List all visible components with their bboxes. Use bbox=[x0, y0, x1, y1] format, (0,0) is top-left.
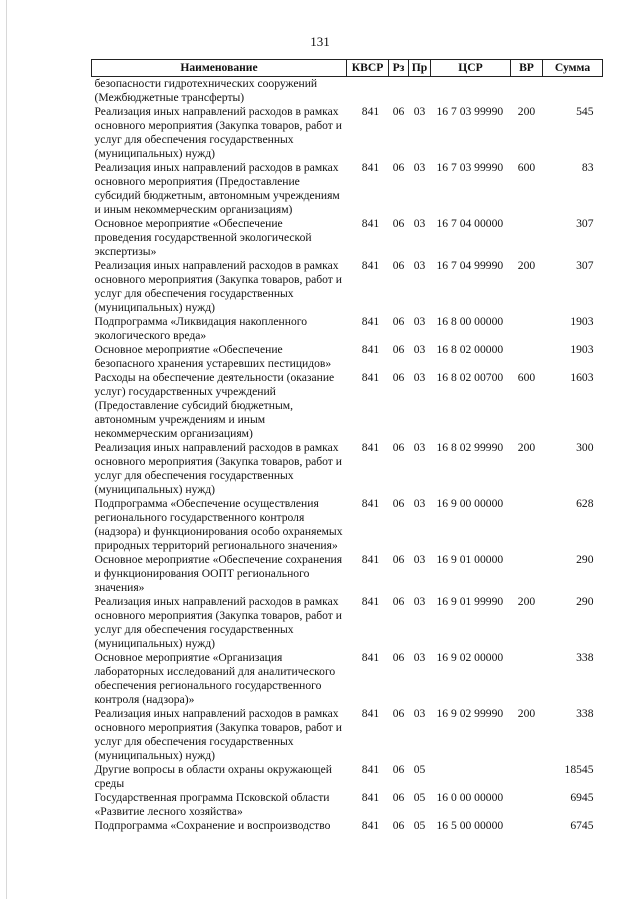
cell-name: Основное мероприятие «Обеспечение проведения государственной экологической экспертизы» bbox=[94, 217, 312, 258]
table-row bbox=[92, 161, 603, 217]
cell-vr: 600 bbox=[517, 371, 536, 384]
cell-csr: 16 8 02 99990 bbox=[436, 441, 504, 454]
cell-csr: 16 7 03 99990 bbox=[436, 105, 504, 118]
cell-pr: 03 bbox=[413, 707, 426, 720]
table-row bbox=[92, 819, 603, 833]
header-pr: Пр bbox=[409, 60, 431, 77]
cell-csr: 16 7 03 99990 bbox=[436, 161, 504, 174]
cell-kvsr: 841 bbox=[361, 441, 380, 454]
cell-sum: 1603 bbox=[570, 371, 594, 384]
cell-sum bbox=[543, 77, 603, 106]
cell-rz: 06 bbox=[392, 217, 405, 230]
cell-name: Государственная программа Псковской области «Развитие лесного хозяйства» bbox=[94, 791, 330, 818]
cell-name: Основное мероприятие «Организация лабораторных исследований для аналитического обеспечения регионального государственного контроля (надзора)» bbox=[94, 651, 336, 706]
cell-csr: 16 8 02 00700 bbox=[436, 371, 504, 384]
table-row bbox=[92, 105, 603, 161]
cell-name: Расходы на обеспечение деятельности (оказание услуг) государственных учреждений (Предоставление субсидий бюджетным, автономным учреждениям и иным некоммерческим организациям) bbox=[94, 371, 335, 440]
cell-sum: 307 bbox=[576, 217, 594, 230]
cell-kvsr: 841 bbox=[361, 259, 380, 272]
cell-rz: 06 bbox=[392, 819, 405, 832]
cell-rz: 06 bbox=[392, 161, 405, 174]
table-row bbox=[92, 343, 603, 371]
cell-pr: 03 bbox=[413, 343, 426, 356]
cell-kvsr: 841 bbox=[361, 371, 380, 384]
cell-sum: 1903 bbox=[570, 315, 594, 328]
header-vr: ВР bbox=[511, 60, 543, 77]
cell-vr bbox=[511, 651, 543, 707]
cell-pr: 03 bbox=[413, 371, 426, 384]
cell-csr: 16 9 02 00000 bbox=[436, 651, 504, 664]
cell-pr: 03 bbox=[413, 497, 426, 510]
cell-pr: 03 bbox=[413, 259, 426, 272]
cell-vr bbox=[511, 343, 543, 371]
cell-vr bbox=[511, 77, 543, 106]
cell-kvsr: 841 bbox=[361, 595, 380, 608]
cell-pr: 05 bbox=[413, 791, 426, 804]
cell-rz: 06 bbox=[392, 553, 405, 566]
cell-rz: 06 bbox=[392, 343, 405, 356]
table-row bbox=[92, 315, 603, 343]
table-body bbox=[92, 77, 603, 834]
cell-csr: 16 9 01 00000 bbox=[436, 553, 504, 566]
header-rz: Рз bbox=[389, 60, 409, 77]
cell-name: Подпрограмма «Обеспечение осуществления регионального государственного контроля (надзора) и функционирования особо охраняемых природных территорий регионального значения» bbox=[94, 497, 343, 552]
cell-rz bbox=[389, 77, 409, 106]
cell-sum: 545 bbox=[576, 105, 594, 118]
cell-csr: 16 0 00 00000 bbox=[436, 791, 504, 804]
cell-csr: 16 8 02 00000 bbox=[436, 343, 504, 356]
cell-name: Основное мероприятие «Обеспечение сохранения и функционирования ООПТ регионального значения» bbox=[94, 553, 343, 594]
table-row bbox=[92, 791, 603, 819]
cell-sum: 628 bbox=[576, 497, 594, 510]
cell-kvsr: 841 bbox=[361, 315, 380, 328]
cell-csr: 16 9 00 00000 bbox=[436, 497, 504, 510]
cell-rz: 06 bbox=[392, 651, 405, 664]
table-row bbox=[92, 497, 603, 553]
cell-pr: 03 bbox=[413, 441, 426, 454]
cell-sum: 6745 bbox=[570, 819, 594, 832]
cell-kvsr: 841 bbox=[361, 497, 380, 510]
cell-kvsr: 841 bbox=[361, 217, 380, 230]
cell-kvsr: 841 bbox=[361, 707, 380, 720]
cell-rz: 06 bbox=[392, 497, 405, 510]
table-row bbox=[92, 371, 603, 441]
cell-sum: 300 bbox=[576, 441, 594, 454]
cell-pr: 03 bbox=[413, 161, 426, 174]
cell-csr: 16 9 01 99990 bbox=[436, 595, 504, 608]
cell-pr: 03 bbox=[413, 217, 426, 230]
table-row bbox=[92, 259, 603, 315]
cell-csr: 16 5 00 00000 bbox=[436, 819, 504, 832]
cell-sum: 338 bbox=[576, 651, 594, 664]
cell-sum: 307 bbox=[576, 259, 594, 272]
cell-name: Подпрограмма «Ликвидация накопленного экологического вреда» bbox=[94, 315, 308, 342]
table-header bbox=[92, 60, 603, 77]
cell-pr bbox=[409, 77, 431, 106]
cell-sum: 290 bbox=[576, 553, 594, 566]
budget-table bbox=[91, 59, 603, 833]
cell-name: Реализация иных направлений расходов в рамках основного мероприятия (Закупка товаров, работ и услуг для обеспечения государственных (муниципальных) нужд) bbox=[94, 707, 342, 762]
cell-csr: 16 8 00 00000 bbox=[436, 315, 504, 328]
scan-edge bbox=[6, 0, 7, 899]
cell-rz: 06 bbox=[392, 441, 405, 454]
cell-vr: 200 bbox=[517, 595, 536, 608]
cell-name: Реализация иных направлений расходов в рамках основного мероприятия (Закупка товаров, работ и услуг для обеспечения государственных (муниципальных) нужд) bbox=[94, 595, 342, 650]
cell-sum: 290 bbox=[576, 595, 594, 608]
cell-pr: 03 bbox=[413, 105, 426, 118]
cell-rz: 06 bbox=[392, 595, 405, 608]
cell-vr bbox=[511, 497, 543, 553]
cell-kvsr: 841 bbox=[361, 819, 380, 832]
table-row bbox=[92, 763, 603, 791]
cell-name: Реализация иных направлений расходов в рамках основного мероприятия (Предоставление субсидий бюджетным, автономным учреждениям и иным некоммерческим организациям) bbox=[94, 161, 340, 216]
cell-pr: 05 bbox=[413, 819, 426, 832]
table-row bbox=[92, 595, 603, 651]
cell-name: Реализация иных направлений расходов в рамках основного мероприятия (Закупка товаров, работ и услуг для обеспечения государственных (муниципальных) нужд) bbox=[94, 105, 342, 160]
cell-vr bbox=[511, 791, 543, 819]
cell-vr: 600 bbox=[517, 161, 536, 174]
cell-rz: 06 bbox=[392, 105, 405, 118]
page-number: 131 bbox=[310, 34, 330, 49]
table-row bbox=[92, 217, 603, 259]
cell-pr: 03 bbox=[413, 315, 426, 328]
table-row bbox=[92, 553, 603, 595]
table-row bbox=[92, 651, 603, 707]
table-row bbox=[92, 77, 603, 106]
cell-pr: 03 bbox=[413, 651, 426, 664]
cell-kvsr: 841 bbox=[361, 651, 380, 664]
cell-rz: 06 bbox=[392, 763, 405, 776]
cell-name: Реализация иных направлений расходов в рамках основного мероприятия (Закупка товаров, работ и услуг для обеспечения государственных (муниципальных) нужд) bbox=[94, 441, 342, 496]
cell-kvsr: 841 bbox=[361, 161, 380, 174]
cell-name: безопасности гидротехнических сооружений (Межбюджетные трансферты) bbox=[94, 77, 318, 104]
cell-csr bbox=[431, 77, 511, 106]
cell-vr: 200 bbox=[517, 441, 536, 454]
table-row bbox=[92, 441, 603, 497]
cell-rz: 06 bbox=[392, 371, 405, 384]
cell-pr: 05 bbox=[413, 763, 426, 776]
cell-sum: 83 bbox=[581, 161, 594, 174]
cell-rz: 06 bbox=[392, 315, 405, 328]
cell-kvsr: 841 bbox=[361, 343, 380, 356]
cell-csr: 16 7 04 00000 bbox=[436, 217, 504, 230]
cell-vr: 200 bbox=[517, 707, 536, 720]
cell-csr: 16 9 02 99990 bbox=[436, 707, 504, 720]
cell-vr bbox=[511, 763, 543, 791]
header-name: Наименование bbox=[92, 60, 347, 77]
cell-kvsr: 841 bbox=[361, 763, 380, 776]
cell-sum: 6945 bbox=[570, 791, 594, 804]
cell-csr: 16 7 04 99990 bbox=[436, 259, 504, 272]
cell-vr: 200 bbox=[517, 259, 536, 272]
cell-csr bbox=[431, 763, 511, 791]
cell-sum: 18545 bbox=[564, 763, 594, 776]
cell-kvsr: 841 bbox=[361, 791, 380, 804]
cell-vr bbox=[511, 217, 543, 259]
cell-kvsr: 841 bbox=[361, 105, 380, 118]
cell-pr: 03 bbox=[413, 553, 426, 566]
cell-vr bbox=[511, 819, 543, 833]
header-sum: Сумма bbox=[543, 60, 603, 77]
cell-sum: 1903 bbox=[570, 343, 594, 356]
cell-kvsr bbox=[347, 77, 389, 106]
cell-rz: 06 bbox=[392, 707, 405, 720]
cell-rz: 06 bbox=[392, 259, 405, 272]
cell-sum: 338 bbox=[576, 707, 594, 720]
cell-name: Другие вопросы в области охраны окружающей среды bbox=[94, 763, 332, 790]
cell-kvsr: 841 bbox=[361, 553, 380, 566]
cell-rz: 06 bbox=[392, 791, 405, 804]
cell-vr bbox=[511, 315, 543, 343]
cell-name: Основное мероприятие «Обеспечение безопасного хранения устаревших пестицидов» bbox=[94, 343, 332, 370]
cell-name: Реализация иных направлений расходов в рамках основного мероприятия (Закупка товаров, работ и услуг для обеспечения государственных (муниципальных) нужд) bbox=[94, 259, 342, 314]
header-csr: ЦСР bbox=[431, 60, 511, 77]
table-row bbox=[92, 707, 603, 763]
cell-vr: 200 bbox=[517, 105, 536, 118]
header-kvsr: КВСР bbox=[347, 60, 389, 77]
cell-vr bbox=[511, 553, 543, 595]
cell-name: Подпрограмма «Сохранение и воспроизводство bbox=[94, 819, 331, 832]
cell-pr: 03 bbox=[413, 595, 426, 608]
